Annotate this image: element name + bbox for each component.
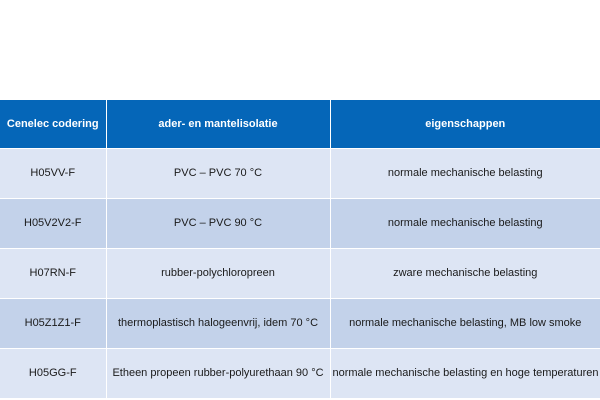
- cell-properties: normale mechanische belasting en hoge temperaturen: [330, 348, 600, 398]
- cell-code: H05V2V2-F: [0, 198, 106, 248]
- header-ader-en-mantelisolatie: ader- en mantelisolatie: [106, 100, 330, 148]
- header-row: [0, 100, 600, 148]
- table-row: [0, 348, 600, 398]
- cell-insulation: Etheen propeen rubber-polyurethaan 90 °C: [106, 348, 330, 398]
- table-row: [0, 198, 600, 248]
- cell-properties: zware mechanische belasting: [330, 248, 600, 298]
- header-eigenschappen: eigenschappen: [330, 100, 600, 148]
- cell-code: H07RN-F: [0, 248, 106, 298]
- cell-properties: normale mechanische belasting, MB low smoke: [330, 298, 600, 348]
- table-row: [0, 298, 600, 348]
- table-row: [0, 148, 600, 198]
- cell-properties: normale mechanische belasting: [330, 148, 600, 198]
- cable-table: [0, 100, 600, 398]
- cell-insulation: PVC – PVC 70 °C: [106, 148, 330, 198]
- cell-code: H05GG-F: [0, 348, 106, 398]
- cell-insulation: rubber-polychloropreen: [106, 248, 330, 298]
- cell-properties: normale mechanische belasting: [330, 198, 600, 248]
- cell-code: H05Z1Z1-F: [0, 298, 106, 348]
- cell-insulation: thermoplastisch halogeenvrij, idem 70 °C: [106, 298, 330, 348]
- table-row: [0, 248, 600, 298]
- cell-insulation: PVC – PVC 90 °C: [106, 198, 330, 248]
- header-cenelec-codering: Cenelec codering: [0, 100, 106, 148]
- cell-code: H05VV-F: [0, 148, 106, 198]
